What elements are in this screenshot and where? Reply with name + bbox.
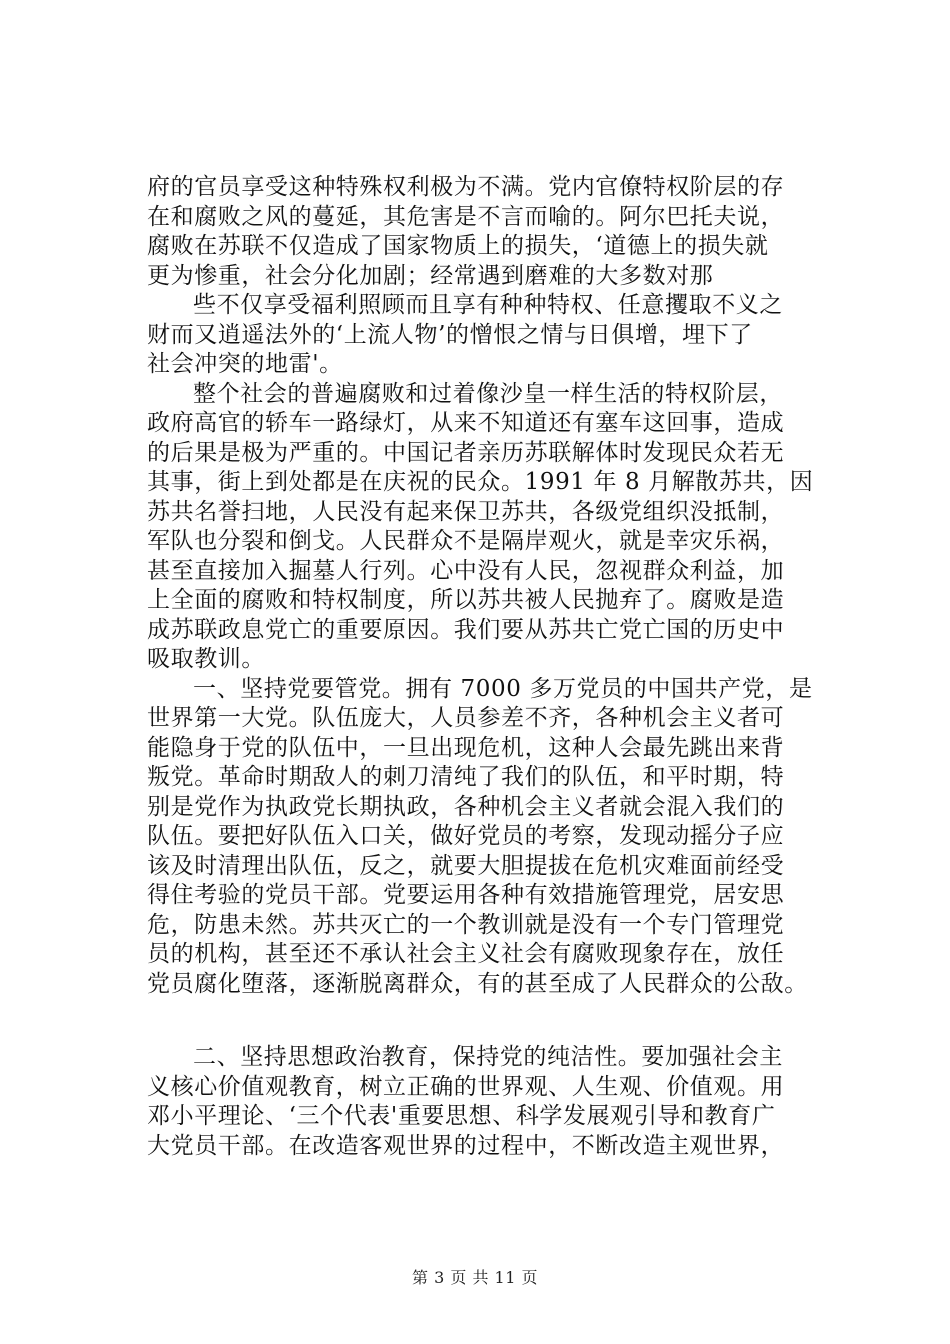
text-line: 党员腐化堕落，逐渐脱离群众，有的甚至成了人民群众的公敌。 — [147, 970, 808, 997]
document-body — [147, 173, 867, 1161]
text-line: 成苏联政息党亡的重要原因。我们要从苏共亡党亡国的历史中 — [147, 616, 785, 643]
text-line: 二、坚持思想政治教育，保持党的纯洁性。要加强社会主 — [193, 1044, 783, 1070]
text-line: 整个社会的普遍腐败和过着像沙皇一样生活的特权阶层， — [193, 380, 783, 407]
page-number-footer: 第 3 页 共 11 页 — [412, 1268, 538, 1287]
text-line: 队伍。要把好队伍入口关，做好党员的考察，发现动摇分子应 — [147, 823, 785, 849]
text-line: 邓小平理论、‘三个代表'重要思想、科学发展观引导和教育广 — [147, 1103, 776, 1129]
text-line: 能隐身于党的队伍中，一旦出现危机，这种人会最先跳出来背 — [147, 734, 785, 761]
text-line: 员的机构，甚至还不承认社会主义社会有腐败现象存在，放任 — [147, 941, 785, 967]
text-line: 苏共名誉扫地，人民没有起来保卫苏共，各级党组织没抵制， — [147, 498, 785, 525]
text-line: 叛党。革命时期敌人的刺刀清纯了我们的队伍，和平时期，特 — [147, 764, 785, 790]
text-line: 些不仅享受福利照顾而且享有种种特权、任意攫取不义之 — [193, 292, 783, 318]
text-line: 社会冲突的地雷'。 — [147, 351, 343, 377]
text-line: 甚至直接加入掘墓人行列。心中没有人民，忽视群众利益，加 — [147, 557, 785, 584]
text-line: 吸取教训。 — [147, 646, 265, 672]
text-line: 军队也分裂和倒戈。人民群众不是隔岸观火，就是幸灾乐祸， — [147, 528, 785, 554]
text-line: 腐败在苏联不仅造成了国家物质上的损失，‘道德上的损失就 — [147, 233, 769, 259]
text-line: 财而又逍遥法外的‘上流人物’的憎恨之情与日俱增，埋下了 — [147, 321, 753, 348]
text-line: 世界第一大党。队伍庞大，人员参差不齐，各种机会主义者可 — [147, 705, 785, 731]
text-line: 上全面的腐败和特权制度，所以苏共被人民抛弃了。腐败是造 — [147, 587, 785, 613]
text-line: 的后果是极为严重的。中国记者亲历苏联解体时发现民众若无 — [147, 439, 785, 466]
text-line: 大党员干部。在改造客观世界的过程中，不断改造主观世界， — [147, 1132, 785, 1159]
text-line: 该及时清理出队伍，反之，就要大胆提拔在危机灾难面前经受 — [147, 852, 785, 879]
text-line: 在和腐败之风的蔓延，其危害是不言而喻的。阿尔巴托夫说， — [147, 203, 785, 230]
text-line: 一、坚持党要管党。拥有 7000 多万党员的中国共产党，是 — [193, 675, 813, 702]
text-line: 得住考验的党员干部。党要运用各种有效措施管理党，居安思 — [147, 882, 785, 908]
text-line: 义核心价值观教育，树立正确的世界观、人生观、价值观。用 — [147, 1073, 785, 1100]
text-line: 政府高官的轿车一路绿灯，从来不知道还有塞车这回事，造成 — [147, 410, 785, 436]
text-line: 危，防患未然。苏共灭亡的一个教训就是没有一个专门管理党 — [147, 911, 785, 938]
text-line: 其事，街上到处都是在庆祝的民众。1991 年 8 月解散苏共，因 — [147, 469, 814, 495]
text-line: 府的官员享受这种特殊权利极为不满。党内官僚特权阶层的存 — [147, 174, 785, 200]
text-line: 更为惨重，社会分化加剧；经常遇到磨难的大多数对那 — [147, 262, 714, 289]
blank-line — [147, 999, 867, 1043]
text-line: 别是党作为执政党长期执政，各种机会主义者就会混入我们的 — [147, 793, 785, 820]
